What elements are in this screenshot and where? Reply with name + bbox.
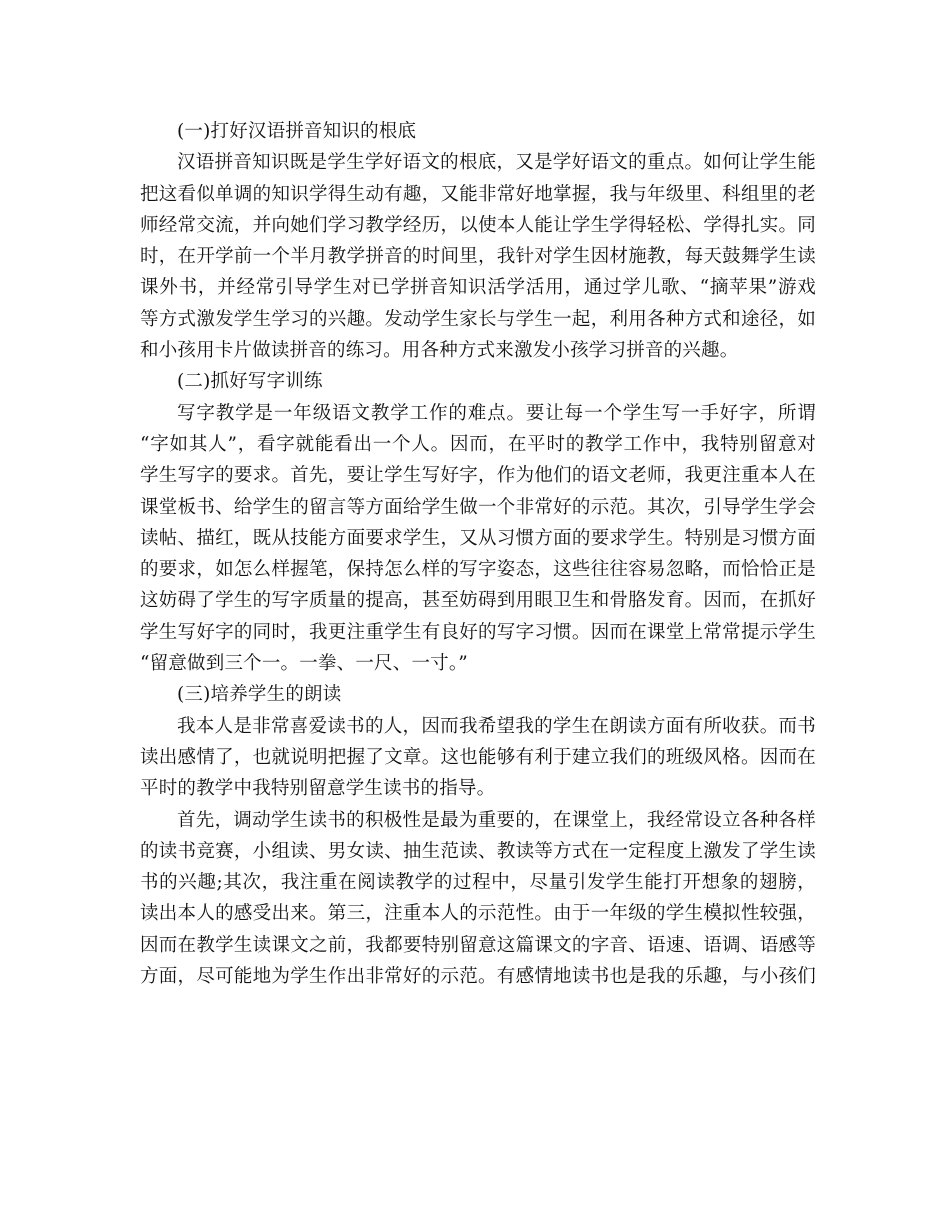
text-line: 把这看似单调的知识学得生动有趣，又能非常好地掌握，我与年级里、科组里的老 <box>140 183 816 205</box>
text-line: 师经常交流，并向她们学习教学经历，以使本人能让学生学得轻松、学得扎实。同 <box>140 214 816 236</box>
text-line: (三)培养学生的朗读 <box>177 684 342 706</box>
text-line: 读出本人的感受出来。第三，注重本人的示范性。由于一年级的学生模拟性较强， <box>140 903 816 925</box>
text-line: 读出感情了，也就说明把握了文章。这也能够有利于建立我们的班级风格。因而在 <box>140 746 816 768</box>
text-line: 因而在教学生读课文之前，我都要特别留意这篇课文的字音、语速、语调、语感等 <box>140 934 816 956</box>
text-line: 方面，尽可能地为学生作出非常好的示范。有感情地读书也是我的乐趣，与小孩们 <box>140 966 816 988</box>
text-line: 的要求，如怎么样握笔，保持怎么样的写字姿态，这些往往容易忽略，而恰恰正是 <box>140 559 816 581</box>
text-line: 时，在开学前一个半月教学拼音的时间里，我针对学生因材施教，每天鼓舞学生读 <box>140 246 816 268</box>
text-line: 的读书竞赛，小组读、男女读、抽生范读、教读等方式在一定程度上激发了学生读 <box>140 840 816 862</box>
text-line: 平时的教学中我特别留意学生读书的指导。 <box>140 778 496 800</box>
text-line: 首先，调动学生读书的积极性是最为重要的，在课堂上，我经常设立各种各样 <box>177 809 816 831</box>
text-line: 这妨碍了学生的写字质量的提高，甚至妨碍到用眼卫生和骨胳发育。因而，在抓好 <box>140 590 816 612</box>
text-line: 课外书，并经常引导学生对已学拼音知识活学活用，通过学儿歌、“摘苹果”游戏 <box>140 277 816 299</box>
document-page <box>140 116 816 992</box>
text-line: 学生写字的要求。首先，要让学生写好字，作为他们的语文老师，我更注重本人在 <box>140 465 816 487</box>
text-line: 汉语拼音知识既是学生学好语文的根底，又是学好语文的重点。如何让学生能 <box>177 152 816 174</box>
text-line: 写字教学是一年级语文教学工作的难点。要让每一个学生写一手好字，所谓 <box>177 402 816 424</box>
text-line: 课堂板书、给学生的留言等方面给学生做一个非常好的示范。其次，引导学生学会 <box>140 496 816 518</box>
text-line: “留意做到三个一。一拳、一尺、一寸。” <box>140 653 468 675</box>
text-line: 和小孩用卡片做读拼音的练习。用各种方式来激发小孩学习拼音的兴趣。 <box>140 340 739 362</box>
text-line: 书的兴趣;其次，我注重在阅读教学的过程中，尽量引发学生能打开想象的翅膀， <box>140 872 816 894</box>
text-line: 等方式激发学生学习的兴趣。发动学生家长与学生一起，利用各种方式和途径，如 <box>140 308 816 330</box>
text-line: 学生写好字的同时，我更注重学生有良好的写字习惯。因而在课堂上常常提示学生 <box>140 621 816 643</box>
text-line: 我本人是非常喜爱读书的人，因而我希望我的学生在朗读方面有所收获。而书 <box>177 715 816 737</box>
text-line: 读帖、描红，既从技能方面要求学生，又从习惯方面的要求学生。特别是习惯方面 <box>140 527 816 549</box>
text-line: (一)打好汉语拼音知识的根底 <box>177 121 417 142</box>
text-line: “字如其人”，看字就能看出一个人。因而，在平时的教学工作中，我特别留意对 <box>140 433 816 455</box>
text-line: (二)抓好写字训练 <box>177 371 323 393</box>
